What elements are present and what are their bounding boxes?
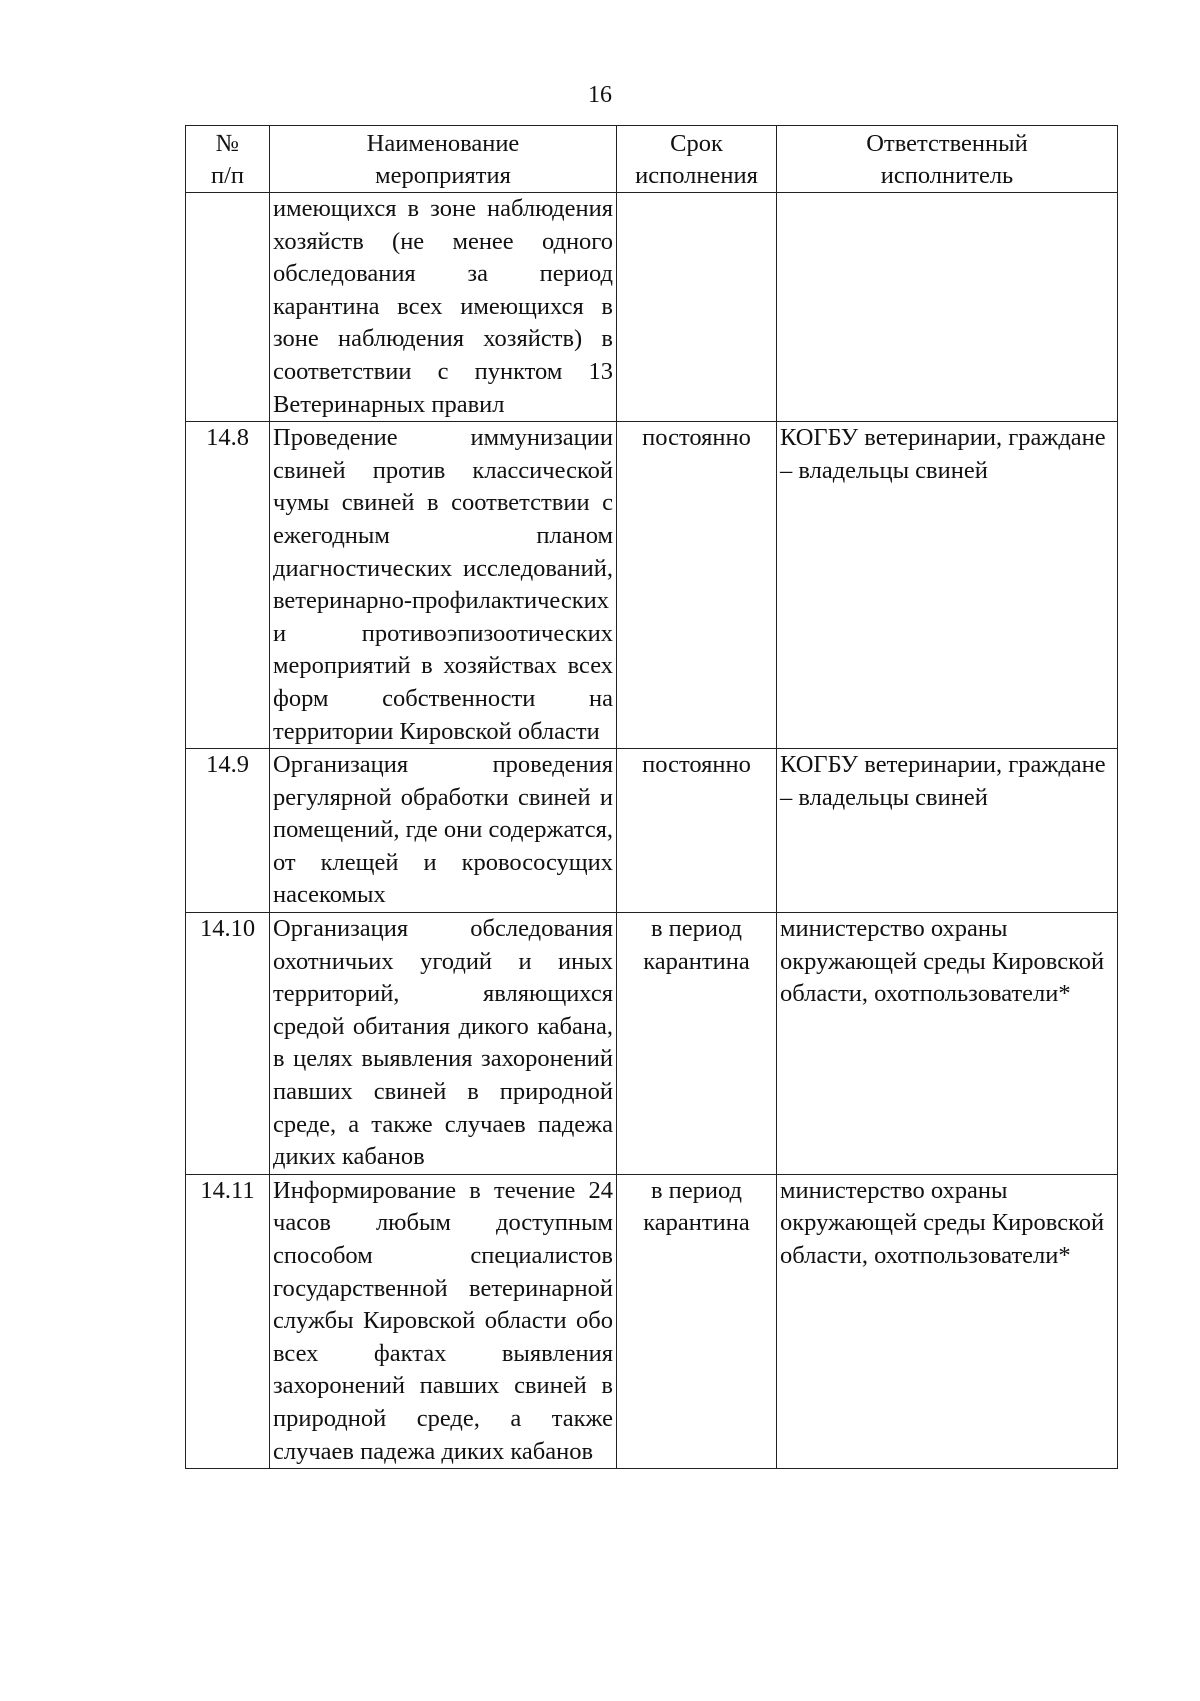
table-row: [186, 913, 1118, 1175]
responsible-executor: министерство охраны окружающей среды Кировской области, охотпользователи*: [777, 913, 1118, 1175]
measure-name: Проведение иммунизации свиней против классической чумы свиней в соответствии с ежегодным планом диагностических исследований, ветеринарно-профилактических и противоэпизоотических мероприятий в хозяйствах всех форм собственности на территории Кировской области: [270, 422, 617, 749]
responsible-executor: [777, 193, 1118, 422]
measures-table: [185, 125, 1118, 1469]
table-row: [186, 1174, 1118, 1468]
page-number: 16: [588, 82, 612, 108]
measure-name: Информирование в течение 24 часов любым доступным способом специалистов государственной ветеринарной службы Кировской области обо всех фактах выявления захоронений павших свиней в природной среде, а также случаев падежа диких кабанов: [270, 1174, 617, 1468]
row-number: 14.9: [186, 749, 270, 913]
execution-term: постоянно: [617, 749, 777, 913]
responsible-executor: министерство охраны окружающей среды Кировской области, охотпользователи*: [777, 1174, 1118, 1468]
execution-term: в период карантина: [617, 913, 777, 1175]
measure-name: имеющихся в зоне наблюдения хозяйств (не менее одного обследования за период карантина всех имеющихся в зоне наблюдения хозяйств) в соответствии с пунктом 13 Ветеринарных правил: [270, 193, 617, 422]
table-header-row: [186, 126, 1118, 193]
row-number: 14.11: [186, 1174, 270, 1468]
header-term: Срок исполнения: [617, 126, 777, 193]
row-number: 14.10: [186, 913, 270, 1175]
execution-term: в период карантина: [617, 1174, 777, 1468]
table-row: [186, 749, 1118, 913]
responsible-executor: КОГБУ ветеринарии, граждане – владельцы свиней: [777, 422, 1118, 749]
header-name: Наименование мероприятия: [270, 126, 617, 193]
measure-name: Организация обследования охотничьих угодий и иных территорий, являющихся средой обитания дикого кабана, в целях выявления захоронений павших свиней в природной среде, а также случаев падежа диких кабанов: [270, 913, 617, 1175]
execution-term: [617, 193, 777, 422]
row-number: 14.8: [186, 422, 270, 749]
row-number: [186, 193, 270, 422]
table-row: [186, 422, 1118, 749]
measure-name: Организация проведения регулярной обработки свиней и помещений, где они содержатся, от клещей и кровососущих насекомых: [270, 749, 617, 913]
responsible-executor: КОГБУ ветеринарии, граждане – владельцы свиней: [777, 749, 1118, 913]
execution-term: постоянно: [617, 422, 777, 749]
header-responsible: Ответственный исполнитель: [777, 126, 1118, 193]
header-number: № п/п: [186, 126, 270, 193]
table-row: [186, 193, 1118, 422]
